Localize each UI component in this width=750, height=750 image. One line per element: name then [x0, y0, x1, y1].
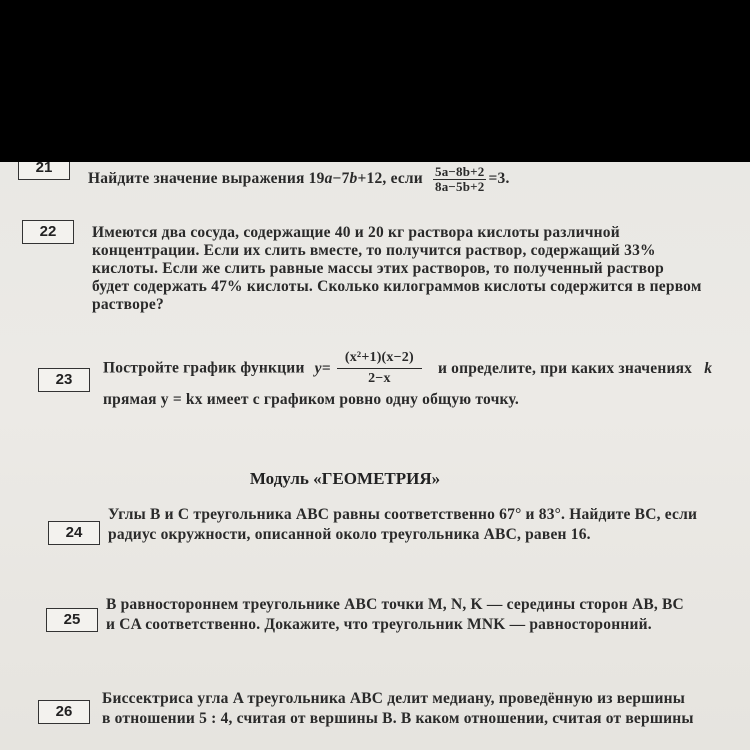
- problem-number-21: 21: [18, 162, 70, 180]
- var-a: a: [324, 170, 333, 188]
- problem-number-24: 24: [48, 521, 100, 545]
- problem-21-text-c: +12, если: [357, 170, 423, 188]
- problem-21-text: [88, 165, 510, 194]
- module-heading: Модуль «ГЕОМЕТРИЯ»: [249, 469, 441, 488]
- problem-24-line-2: радиус окружности, описанной около треугольника ABC, равен 16.: [108, 526, 591, 543]
- problem-21-fraction: [433, 165, 486, 194]
- exam-page: [0, 162, 750, 750]
- problem-22-line-3: кислоты. Если же слить равные массы этих растворов, то полученный раствор: [92, 260, 664, 277]
- problem-23-line-1: [103, 348, 712, 389]
- problem-21-text-b: −7: [332, 170, 350, 188]
- fraction-denominator: 2−x: [368, 371, 391, 386]
- problem-21-text-a: Найдите значение выражения 19: [88, 170, 325, 188]
- problem-22-line-5: растворе?: [92, 296, 164, 313]
- problem-24-line-1: Углы B и C треугольника ABC равны соответственно 67° и 83°. Найдите BC, если: [108, 506, 698, 523]
- fraction-numerator: 5a−8b+2: [435, 164, 485, 179]
- problem-number-25: 25: [46, 608, 98, 632]
- var-k: k: [704, 359, 713, 377]
- problem-21-tail: =3.: [488, 170, 510, 188]
- problem-number-26: 26: [38, 700, 90, 724]
- problem-23-line-2: прямая y = kx имеет с графиком ровно одну общую точку.: [103, 391, 519, 408]
- fraction-numerator: (x²+1)(x−2): [337, 348, 422, 369]
- problem-26-line-1: Биссектриса угла A треугольника ABC делит медиану, проведённую из вершины: [102, 690, 686, 707]
- problem-25-line-2: и CA соответственно. Докажите, что треугольник MNK — равносторонний.: [106, 616, 652, 633]
- problem-22-line-2: концентрации. Если их слить вместе, то получится раствор, содержащий 33%: [92, 242, 656, 259]
- problem-number-22: 22: [22, 220, 74, 244]
- problem-23-text-a: Постройте график функции: [103, 359, 305, 377]
- problem-number-23: 23: [38, 368, 90, 392]
- problem-23-text-b: и определите, при каких значениях: [437, 359, 693, 377]
- problem-26-line-2: в отношении 5 : 4, считая от вершины B. В каком отношении, считая от вершины: [102, 710, 694, 727]
- fraction-denominator: 8a−5b+2: [435, 179, 485, 194]
- var-b: b: [349, 170, 358, 188]
- y-equals: y=: [314, 359, 331, 377]
- problem-22-line-1: Имеются два сосуда, содержащие 40 и 20 кг раствора кислоты различной: [92, 224, 620, 241]
- problem-25-line-1: В равностороннем треугольнике ABC точки M, N, K — середины сторон AB, BC: [106, 596, 684, 613]
- problem-22-line-4: будет содержать 47% кислоты. Сколько килограммов кислоты содержится в первом: [92, 278, 702, 295]
- problem-23-fraction: [337, 348, 422, 389]
